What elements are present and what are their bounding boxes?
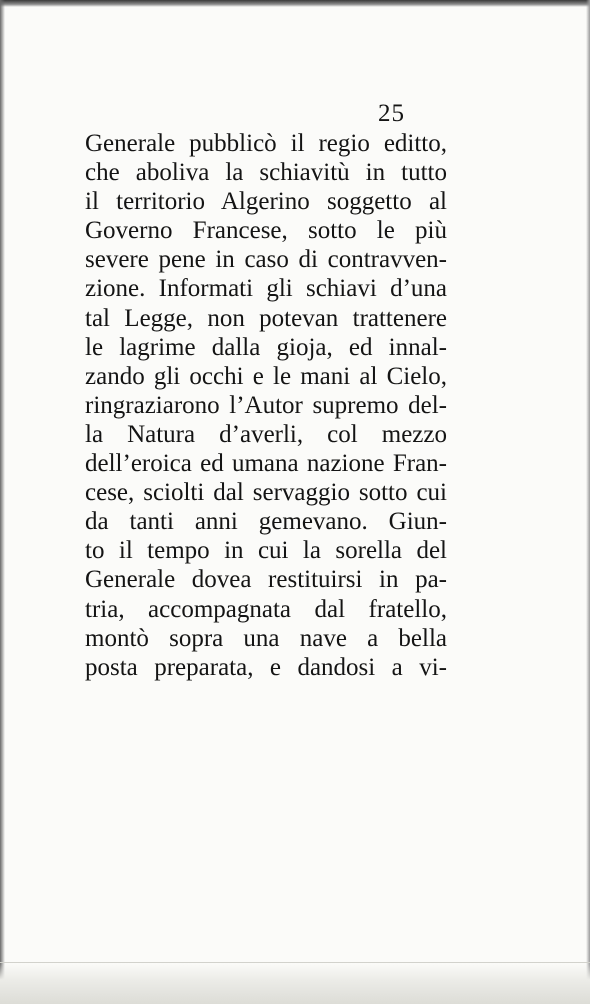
page-right-shadow xyxy=(586,0,590,1004)
text-line: posta preparata, e dandosi a vi- xyxy=(85,653,447,681)
text-line: cese, sciolti dal servaggio sotto cui xyxy=(85,479,447,507)
body-text xyxy=(85,129,447,682)
text-line: Generale pubblicò il regio editto, xyxy=(85,130,447,157)
text-line: zione. Informati gli schiavi d’una xyxy=(85,275,447,303)
text-line: zando gli occhi e le mani al Cielo, xyxy=(85,362,447,390)
text-line: che aboliva la schiavitù in tutto xyxy=(85,159,447,187)
text-line: da tanti anni gemevano. Giun- xyxy=(85,508,447,536)
text-line: dell’eroica ed umana nazione Fran- xyxy=(85,450,447,478)
text-line: ringraziarono l’Autor supremo del- xyxy=(85,391,447,419)
page-top-shadow xyxy=(0,0,590,7)
text-line: severe pene in caso di contravven- xyxy=(85,246,447,274)
text-line: Generale dovea restituirsi in pa- xyxy=(85,566,447,594)
page-bottom-edge xyxy=(0,962,590,1004)
page-number: 25 xyxy=(378,100,405,127)
text-line: montò sopra una nave a bella xyxy=(85,624,447,652)
page-left-shadow xyxy=(0,0,5,1004)
text-line: Governo Francese, sotto le più xyxy=(85,217,447,245)
text-line: to il tempo in cui la sorella del xyxy=(85,537,447,565)
text-line: tal Legge, non potevan trattenere xyxy=(85,304,447,332)
text-line: le lagrime dalla gioja, ed innal- xyxy=(85,333,447,361)
text-line: la Natura d’averli, col mezzo xyxy=(85,420,447,448)
text-line: tria, accompagnata dal fratello, xyxy=(85,595,447,623)
text-line: il territorio Algerino soggetto al xyxy=(85,188,447,216)
